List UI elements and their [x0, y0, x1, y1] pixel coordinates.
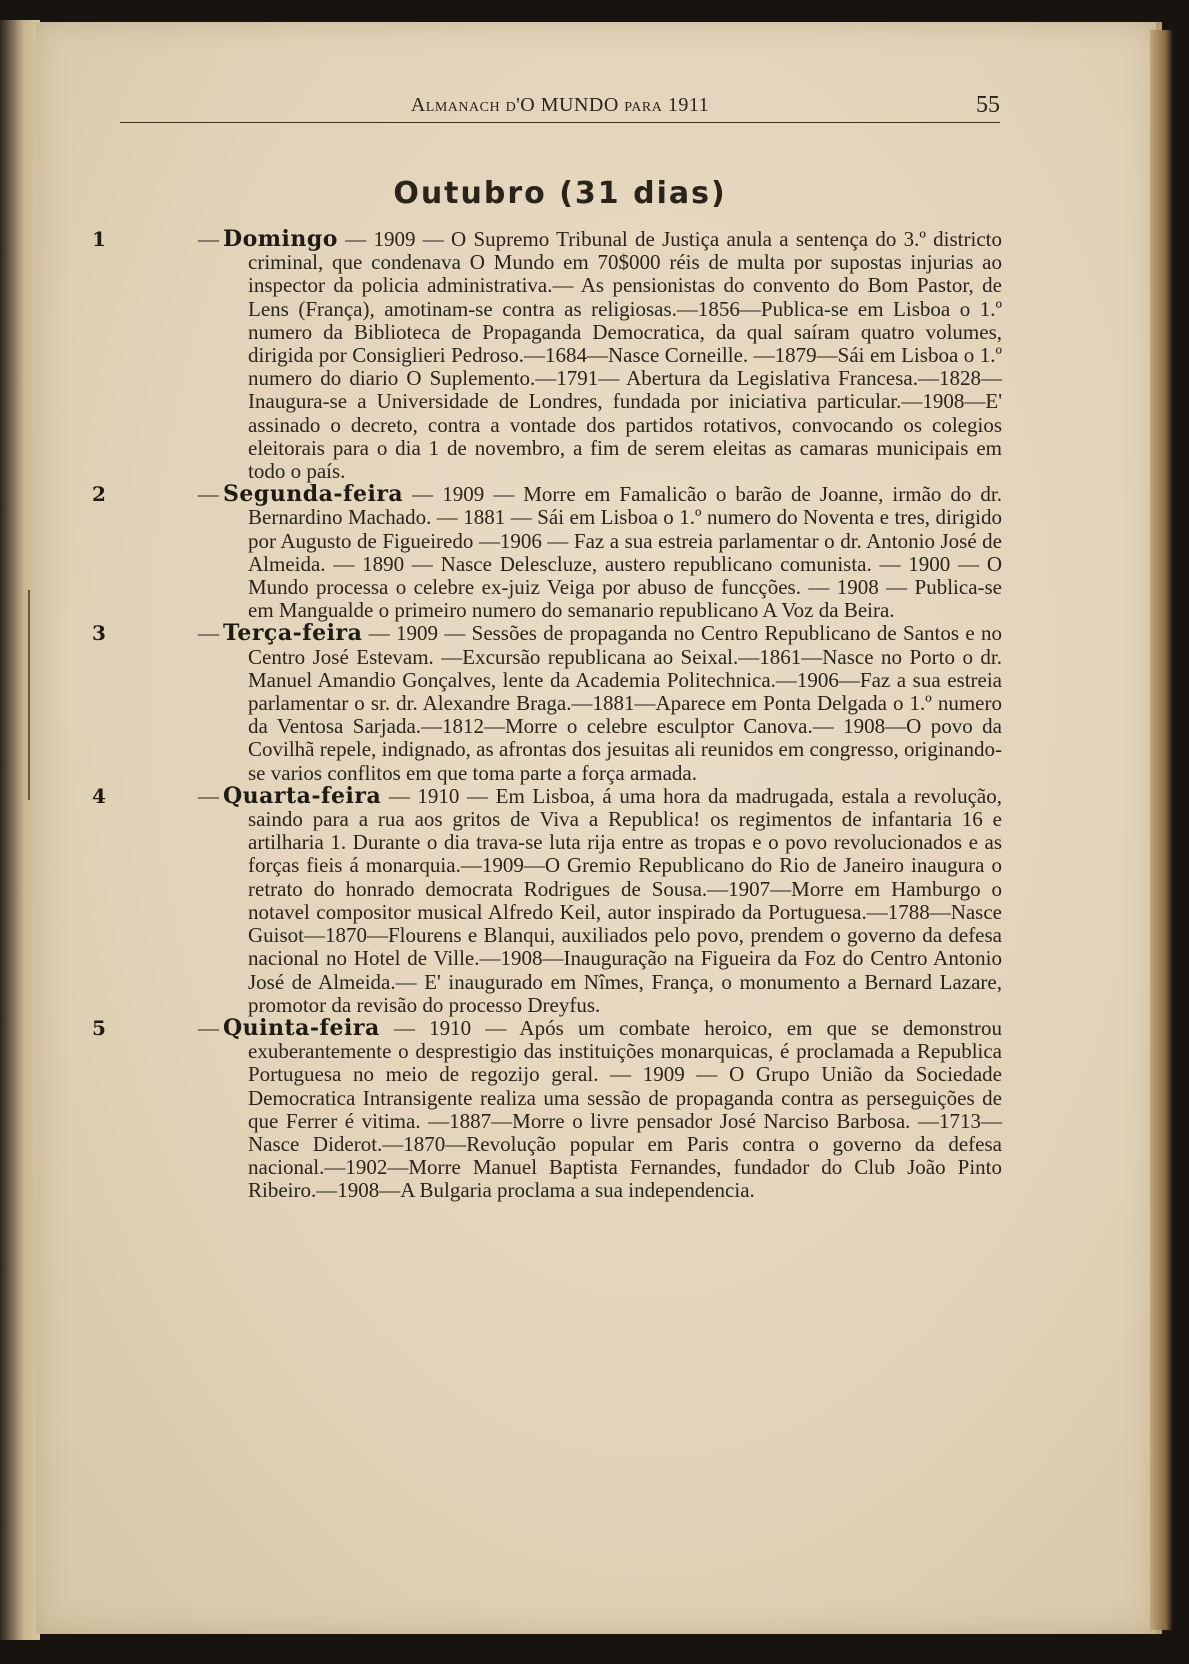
- day-entry: 5 — Quinta-feira — 1910 — Após um combate heroico, em que se demonstrou exuberantemente o desprestigio das instituições monarquicas, é proclamada a Republica Portuguesa no meio de regozijo geral. — 1909 — O Grupo União da Sociedade Democratica Intransigente realiza uma sessão de propaganda contra as perseguições de que Ferrer é vitima. —1887—Morre o livre pensador José Narciso Barbosa. —1713—Nasce Diderot.—1870—Revolução popular em Paris contra o governo da defesa nacional.—1902—Morre Manuel Baptista Fernandes, fundador do Club João Pinto Ribeiro.—1908—A Bulgaria proclama a sua independencia.: [92, 1014, 1003, 1203]
- page-number: 55: [976, 92, 1000, 118]
- weekday-name: Terça-feira: [223, 620, 363, 647]
- day-number: 3: [92, 621, 106, 646]
- weekday-name: Segunda-feira: [223, 481, 404, 508]
- day-number: 5: [92, 1015, 106, 1040]
- day-entry: 1 — Domingo — 1909 — O Supremo Tribunal de Justiça anula a sentença do 3.º districto criminal, que condenava O Mundo em 70$000 réis de multa por supostas injurias ao inspector da policia administrativa.— As pensionistas do convento do Bom Pastor, de Lens (França), amotinam-se contra as religiosas.—1856—Publica-se em Lisboa o 1.º numero da Biblioteca de Propaganda Democratica, da qual saíram quatro volumes, dirigida por Consiglieri Pedroso.—1684—Nasce Corneille. —1879—Sái em Lisboa o 1.º numero do diario O Suplemento.—1791— Abertura da Legislativa Francesa.—1828—Inaugura-se a Universidade de Londres, fundada por iniciativa particular.—1908—E' assinado o decreto, contra a vontade dos partidos rotativos, convocando os colegios eleitorais para o dia 1 de novembro, a fim de serem eleitas as camaras municipais em todo o país.: [92, 226, 1002, 484]
- day-number: 2: [92, 482, 106, 507]
- right-page-edge: [1150, 30, 1172, 1630]
- left-page-edge: [0, 20, 40, 1640]
- weekday-name: Quarta-feira: [223, 782, 382, 809]
- day-number: 4: [92, 783, 106, 808]
- weekday-name: Domingo: [223, 226, 338, 252]
- day-entry: 4 — Quarta-feira — 1910 — Em Lisboa, á uma hora da madrugada, estala a revolução, saindo para a rua aos gritos de Viva a Republica! os regimentos de infantaria 16 e artilharia 1. Durante o dia trava-se luta rija entre as tropas e o povo revolucionados e as forças fieis á monarquia.—1909—O Gremio Republicano do Rio de Janeiro inaugura o retrato do honrado democrata Rodrigues de Sousa.—1907—Morre em Hamburgo o notavel compositor musical Alfredo Keil, autor inspirado da Portuguesa.—1788—Nasce Guisot—1870—Flourens e Blanqui, auxiliados pelo povo, prendem o governo da defesa nacional no Hotel de Ville.—1908—Inauguração na Figueira da Foz do Centro Antonio José de Almeida.— E' inaugurado em Nîmes, França, o monumento a Bernard Lazare, promotor da revisão do processo Dreyfus.: [92, 782, 1002, 1017]
- running-title: Almanach d'O MUNDO para 1911: [410, 94, 710, 116]
- weekday-name: Quinta-feira: [223, 1014, 380, 1041]
- month-title: Outubro (31 dias): [393, 176, 727, 211]
- entry-text: — 1909 — O Supremo Tribunal de Justiça anula a sentença do 3.º districto criminal, que condenava O Mundo em 70$000 réis de multa por supostas injurias ao inspector da policia administrativa.— As pensionistas do convento do Bom Pastor, de Lens (França), amotinam-se contra as religiosas.—1856—Publica-se em Lisboa o 1.º numero da Biblioteca de Propaganda Democratica, da qual saíram quatro volumes, dirigida por Consiglieri Pedroso.—1684—Nasce Corneille. —1879—Sái em Lisboa o 1.º numero do diario O Suplemento.—1791— Abertura da Legislativa Francesa.—1828—Inaugura-se a Universidade de Londres, fundada por iniciativa particular.—1908—E' assinado o decreto, contra a vontade dos partidos rotativos, convocando os colegios eleitorais para o dia 1 de novembro, a fim de serem eleitas as camaras municipais em todo o país.: [248, 227, 1002, 484]
- margin-mark: [28, 590, 30, 800]
- entry-text: — 1910 — Após um combate heroico, em que se demonstrou exuberantemente o desprestigio das instituições monarquicas, é proclamada a Republica Portuguesa no meio de regozijo geral. — 1909 — O Grupo União da Sociedade Democratica Intransigente realiza uma sessão de propaganda contra as perseguições de que Ferrer é vitima. —1887—Morre o livre pensador José Narciso Barbosa. —1713—Nasce Diderot.—1870—Revolução popular em Paris contra o governo da defesa nacional.—1902—Morre Manuel Baptista Fernandes, fundador do Club João Pinto Ribeiro.—1908—A Bulgaria proclama a sua independencia.: [248, 1015, 1003, 1203]
- day-entry: 3 — Terça-feira — 1909 — Sessões de propaganda no Centro Republicano de Santos e no Centro José Estevam. —Excursão republicana ao Seixal.—1861—Nasce no Porto o dr. Manuel Amandio Gonçalves, lente da Academia Politechnica.—1906—Faz a sua estreia parlamentar o sr. dr. Alexandre Braga.—1881—Aparece em Ponta Delgada o 1.º numero da Ventosa Sarjada.—1812—Morre o celebre esculptor Canova.— 1908—O povo da Covilhã repele, indignado, as afrontas dos jesuitas ali reunidos em congresso, originando-se varios conflitos em que toma parte a força armada.: [92, 620, 1002, 785]
- entry-text: — 1909 — Sessões de propaganda no Centro Republicano de Santos e no Centro José Estevam. —Excursão republicana ao Seixal.—1861—Nasce no Porto o dr. Manuel Amandio Gonçalves, lente da Academia Politechnica.—1906—Faz a sua estreia parlamentar o sr. dr. Alexandre Braga.—1881—Aparece em Ponta Delgada o 1.º numero da Ventosa Sarjada.—1812—Morre o celebre esculptor Canova.— 1908—O povo da Covilhã repele, indignado, as afrontas dos jesuitas ali reunidos em congresso, originando-se varios conflitos em que toma parte a força armada.: [248, 621, 1002, 785]
- day-entry: 2 — Segunda-feira — 1909 — Morre em Famalicão o barão de Joanne, irmão do dr. Bernardino Machado. — 1881 — Sái em Lisboa o 1.º numero do Noventa e tres, dirigido por Augusto de Figueiredo —1906 — Faz a sua estreia parlamentar o dr. Antonio José de Almeida. — 1890 — Nasce Delescluze, austero republicano comunista. — 1900 — O Mundo processa o celebre ex-juiz Veiga por abuso de funcções. — 1908 — Publica-se em Mangualde o primeiro numero do semanario republicano A Voz da Beira.: [92, 481, 1003, 623]
- running-head: [120, 80, 1000, 123]
- entry-text: — 1909 — Morre em Famalicão o barão de Joanne, irmão do dr. Bernardino Machado. — 1881 — Sái em Lisboa o 1.º numero do Noventa e tres, dirigido por Augusto de Figueiredo —1906 — Faz a sua estreia parlamentar o dr. Antonio José de Almeida. — 1890 — Nasce Delescluze, austero republicano comunista. — 1900 — O Mundo processa o celebre ex-juiz Veiga por abuso de funcções. — 1908 — Publica-se em Mangualde o primeiro numero do semanario republicano A Voz da Beira.: [248, 482, 1003, 623]
- entry-text: — 1910 — Em Lisboa, á uma hora da madrugada, estala a revolução, saindo para a rua aos gritos de Viva a Republica! os regimentos de infantaria 16 e artilharia 1. Durante o dia trava-se luta rija entre as tropas e o povo revolucionados e as forças fieis á monarquia.—1909—O Gremio Republicano do Rio de Janeiro inaugura o retrato do honrado democrata Rodrigues de Sousa.—1907—Morre em Hamburgo o notavel compositor musical Alfredo Keil, autor inspirado da Portuguesa.—1788—Nasce Guisot—1870—Flourens e Blanqui, auxiliados pelo povo, prendem o governo da defesa nacional no Hotel de Ville.—1908—Inauguração na Figueira da Foz do Centro Antonio José de Almeida.— E' inaugurado em Nîmes, França, o monumento a Bernard Lazare, promotor da revisão do processo Dreyfus.: [248, 783, 1002, 1017]
- entries-list: [92, 226, 1003, 1203]
- day-number: 1: [92, 227, 106, 251]
